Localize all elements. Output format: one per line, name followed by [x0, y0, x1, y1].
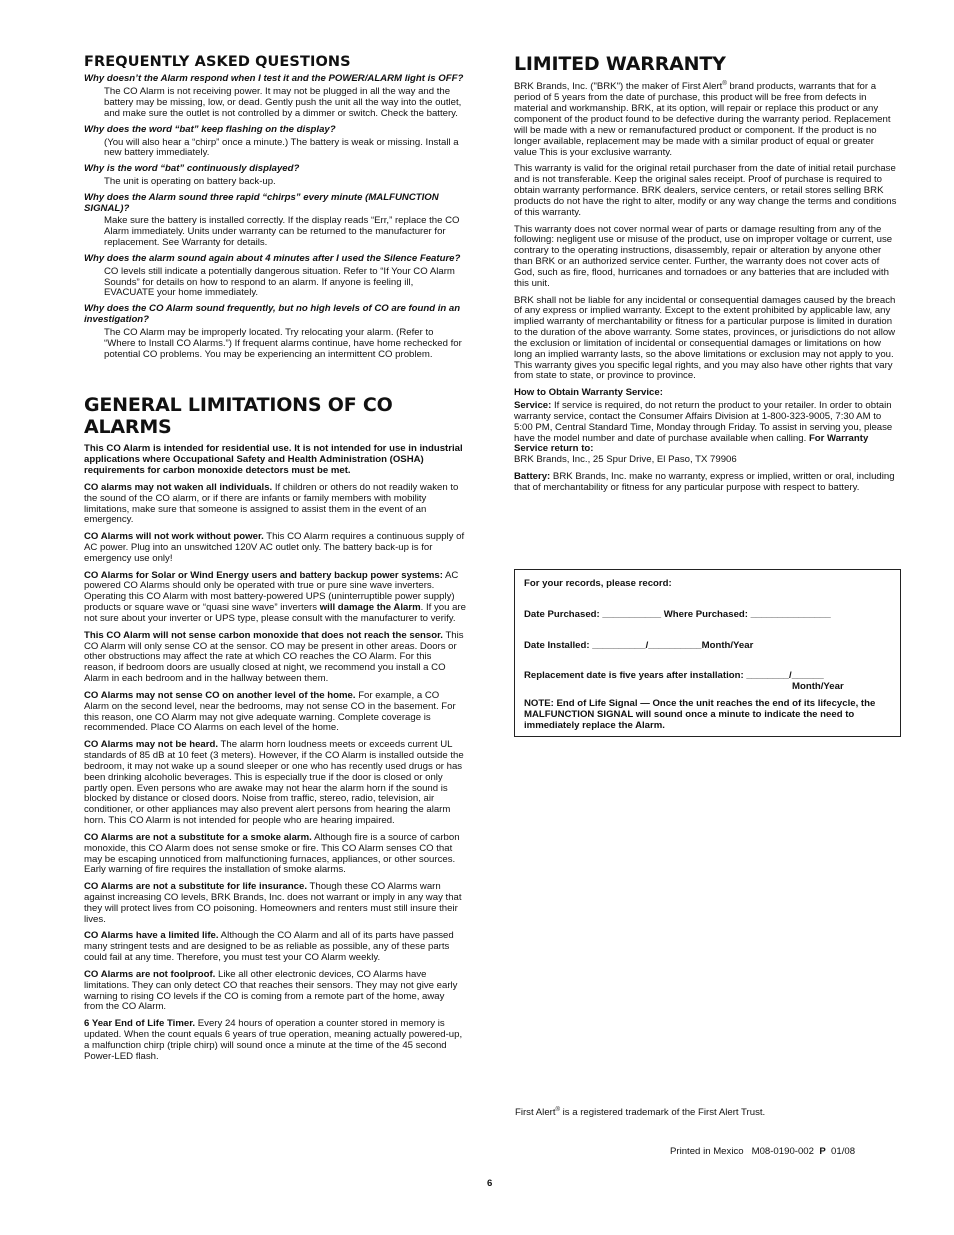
limitation-item: CO alarms may not waken all individuals. If children or others do not readily waken to the sound of the CO alarm, or if there are infants or family members with mobility limitations, make sure that someone is assigned to assist them in the event of an emergency. — [84, 481, 459, 526]
limitation-item: CO Alarms may not sense CO on another level of the home. For example, a CO Alarm on the second level, near the bedrooms, may not sense CO in the basement. For this reason, one CO Alarm may not give adequate warning. Complete coverage is recommended. Place CO Alarms on each level of the home. — [84, 689, 456, 734]
limitation-item: CO Alarms are not foolproof. Like all other electronic devices, CO Alarms have limitations. They can only detect CO that reaches their sensors. They may not give early warning to rising CO levels if the CO is coming from a remote part of the home, away from the CO Alarm. — [84, 968, 458, 1013]
records-box — [514, 569, 901, 737]
faq-answer: The CO Alarm may be improperly located. Try relocating your alarm. (Refer to “Where to Install CO Alarms.”) If frequent alarms continue, have home rechecked for potential CO problems. You may be experiencing an intermittent CO problem. — [104, 326, 462, 360]
limitation-item: CO Alarms have a limited life. Although the CO Alarm and all of its parts have passed many stringent tests and are designed to be as reliable as possible, any of these parts could fail at any time. Therefore, you must test your CO Alarm weekly. — [84, 930, 454, 964]
faq-question: Why is the word “bat” continuously displayed? — [84, 163, 300, 175]
warranty-battery-paragraph: Battery: BRK Brands, Inc. make no warranty, express or implied, written or oral, including that of merchantability or fitness for any particular purpose with respect to battery. — [514, 470, 895, 493]
limitation-item: CO Alarms are not a substitute for life insurance. Though these CO Alarms warn against increasing CO levels, BRK Brands, Inc. does not warrant or imply in any way that they will protect lives from CO poisoning. Homeowners and renters must still insure their lives. — [84, 881, 462, 925]
general-limitations-heading: GENERAL LIMITATIONS OF CO ALARMS — [84, 394, 393, 438]
faq-answer: CO levels still indicate a potentially dangerous situation. Refer to “If Your CO Alarm Sounds” for details on how to respond to an alarm. If anyone is feeling ill, EVACUATE your home immediately. — [104, 265, 455, 299]
faq-answer: Make sure the battery is installed correctly. If the display reads “Err,” replace the CO Alarm immediately. Units under warranty can be returned to the manufacturer for replacement. See Warranty for details. — [104, 215, 460, 249]
warranty-service-heading: How to Obtain Warranty Service: — [514, 387, 663, 399]
faq-question: Why does the alarm sound again about 4 minutes after I used the Silence Feature? — [84, 252, 461, 264]
faq-answer: (You will also hear a “chirp” once a minute.) The battery is weak or missing. Install a new battery immediately. — [104, 136, 459, 159]
faq-question: Why does the CO Alarm sound frequently, but no high levels of CO are found in an investigation? — [84, 303, 461, 326]
month-year-label: Month/Year — [792, 681, 844, 693]
faq-item — [84, 164, 466, 188]
limitation-item: CO Alarms are not a substitute for a smoke alarm. Although fire is a source of carbon monoxide, this CO Alarm does not sense smoke or fire. This CO Alarm senses CO that may be escaping unnoticed from malfunctioning furnaces, appliances, or other sources. Early warning of fire requires the installation of smoke alarms. — [84, 831, 460, 876]
page-number: 6 — [487, 1178, 493, 1189]
date-installed-line: Date Installed: __________/__________Month/Year — [524, 639, 754, 651]
warranty-paragraph: This warranty does not cover normal wear of parts or damage resulting from any of the following: negligent use or misuse of the product, use on improper voltage or current, use contrary to the operating instructions, disassembly, repair or alteration by anyone other than BRK or an authorized service center. Further, the warranty does not cover acts of God, such as fire, flood, hurricanes and tornadoes or any batteries that are included with this unit. — [514, 223, 893, 289]
faq-answer: The CO Alarm is not receiving power. It may not be plugged in all the way and the battery may be missing, low, or dead. Gently push the unit all the way into the outlet, and make sure the outlet is not controlled by a dimmer or switch. Check the battery. — [104, 86, 462, 119]
warranty-paragraph: This warranty is valid for the original retail purchaser from the date of initial retail purchase and is not transferable. Keep the original sales receipt. Proof of purchase is required to obtain warranty performance. BRK dealers, service centers, or retail stores selling BRK products do not have the right to alter, modify or any way change the terms and conditions of this warranty. — [514, 163, 897, 218]
left-column — [84, 54, 466, 1069]
warranty-paragraph: BRK Brands, Inc. ("BRK") the maker of First Alert® brand products, warrants that for a period of 5 years from the date of purchase, this product will be free from defects in material and workmanship. BRK, at its option, will repair or replace this product or any component of the product found to be defective during the warranty period. Replacement will be made with a new or remanufactured product or component. If the product is no longer available, replacement may be made with a similar product of equal or greater value This is your exclusive warranty. — [514, 81, 891, 158]
trademark-notice: First Alert® is a registered trademark of the First Alert Trust. — [515, 1107, 766, 1119]
date-purchased-line: Date Purchased: ___________ Where Purchased: _______________ — [524, 608, 831, 620]
records-title: For your records, please record: — [524, 578, 672, 589]
general-intro: This CO Alarm is intended for residential use. It is not intended for use in industrial applications where Occupational Safety and Health Administration (OSHA) requirements for carbon monoxide detectors must be met. — [84, 443, 463, 477]
limitation-item: CO Alarms may not be heard. The alarm horn loudness meets or exceeds current UL standards of 85 dB at 10 feet (3 meters). However, if the CO Alarm is installed outside the bedroom, it may not wake up a sound sleeper or one who has recently used drugs or has been drinking alcoholic beverages. This is especially true if the door is closed or only partly open. Even persons who are awake may not hear the alarm horn if the sound is blocked by distance or closed doors. Noise from traffic, stereo, radio, television, air conditioner, or other appliances may also prevent alert persons from hearing the alarm horn. This CO Alarm is not intended for people who are hearing impaired. — [84, 739, 464, 827]
warranty-service-paragraph: Service: If service is required, do not return the product to your retailer. In order to obtain warranty service, contact the Consumer Affairs Division at 1-800-323-9005, 7:30 AM to 5:00 PM, Central Standard Time, Monday through Friday. To assist in serving you, please have the model number and date of purchase available when calling. For Warranty Service return to: BRK Brands, Inc., 25 Spur Drive, El Paso, TX 79906 — [514, 400, 893, 466]
faq-heading: FREQUENTLY ASKED QUESTIONS — [84, 54, 351, 70]
printed-info: Printed in Mexico M08-0190-002 P 01/08 — [670, 1146, 856, 1157]
limitation-item: 6 Year End of Life Timer. Every 24 hours of operation a counter stored in memory is updated. When the count equals 6 years of true operation, meaning actually powered-up, a malfunction chirp (triple chirp) will sound once a minute at the time of the 45 second Power-LED flash. — [84, 1018, 463, 1062]
limited-warranty-heading: LIMITED WARRANTY — [514, 53, 726, 75]
faq-item — [84, 74, 466, 119]
replacement-date-line: Replacement date is five years after installation: ________/______ — [524, 670, 824, 682]
faq-question: Why does the Alarm sound three rapid “chirps” every minute (MALFUNCTION SIGNAL)? — [84, 191, 439, 214]
faq-question: Why does the word “bat” keep flashing on the display? — [84, 123, 336, 135]
faq-answer: The unit is operating on battery back-up. — [104, 176, 276, 187]
limitation-item: CO Alarms will not work without power. This CO Alarm requires a continuous supply of AC power. Plug into an unswitched 120V AC outlet only. The battery back-up is for emergency use only! — [84, 531, 465, 564]
faq-item — [84, 193, 466, 249]
faq-item — [84, 254, 466, 299]
faq-question: Why doesn’t the Alarm respond when I test it and the POWER/ALARM light is OFF? — [84, 73, 464, 85]
faq-item — [84, 304, 466, 360]
limitation-item: This CO Alarm will not sense carbon monoxide that does not reach the sensor. This CO Alarm will only sense CO at the sensor. CO may be present in other areas. Doors or other obstructions may affect the rate at which CO reaches the CO Alarm. For this reason, if bedroom doors are usually closed at night, we recommend you install a CO Alarm in each bedroom and in the hallway between them. — [84, 629, 464, 685]
faq-item — [84, 125, 466, 159]
warranty-paragraph: BRK shall not be liable for any incidental or consequential damages caused by the breach of any express or implied warranty. Except to the extent prohibited by applicable law, any implied warranty of merchantability or fitness for a particular purpose is limited in duration to the duration of the above warranty. Some states, provinces, or jurisdictions do not allow the exclusion or limitation of incidental or consequential damages or limitations on how long an implied warranty lasts, so the above limitations or exclusion may not apply to you. This warranty gives you specific legal rights, and you may also have other rights that vary from state to state, or province to province. — [514, 294, 896, 382]
end-of-life-note: NOTE: End of Life Signal — Once the unit reaches the end of its lifecycle, the MALFUNCTION SIGNAL will sound once a minute to indicate the need to immediately replace the Alarm. — [524, 698, 876, 731]
right-column — [514, 54, 898, 500]
limitation-item: CO Alarms for Solar or Wind Energy users and battery backup power systems: AC powered CO Alarms should only be operated with true or pure sine wave inverters. Operating this CO Alarm with most battery-powered UPS (uninterruptible power supply) products or square wave or “quasi sine wave” inverters will damage the Alarm. If you are not sure about your inverter or UPS type, please consult with the manufacturer to verify. — [84, 569, 466, 624]
